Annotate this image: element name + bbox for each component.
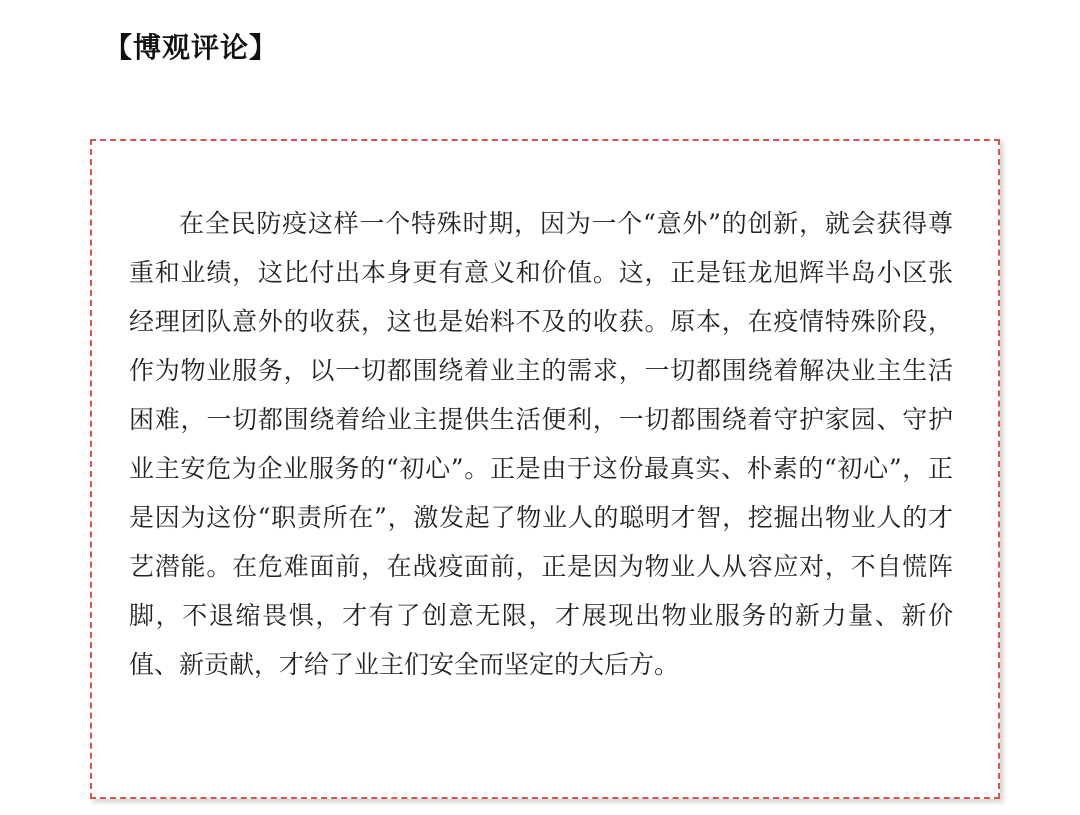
commentary-paragraph: 在全民防疫这样一个特殊时期，因为一个“意外”的创新，就会获得尊重和业绩，这比付出本身更有意义和价值。这，正是钰龙旭辉半岛小区张经理团队意外的收获，这也是始料不及的收获。原本，在疫情特殊阶段，作为物业服务，以一切都围绕着业主的需求，一切都围绕着解决业主生活困难，一切都围绕着给业主提供生活便利，一切都围绕着守护家园、守护业主安危为企业服务的“初心”。正是由于这份最真实、朴素的“初心”，正是因为这份“职责所在”，激发起了物业人的聪明才智，挖掘出物业人的才艺潜能。在危难面前，在战疫面前，正是因为物业人从容应对，不自慌阵脚，不退缩畏惧，才有了创意无限，才展现出物业服务的新力量、新价值、新贡献，才给了业主们安全而坚定的大后方。 <box>129 209 953 679</box>
section-heading: 【博观评论】 <box>104 31 279 64</box>
